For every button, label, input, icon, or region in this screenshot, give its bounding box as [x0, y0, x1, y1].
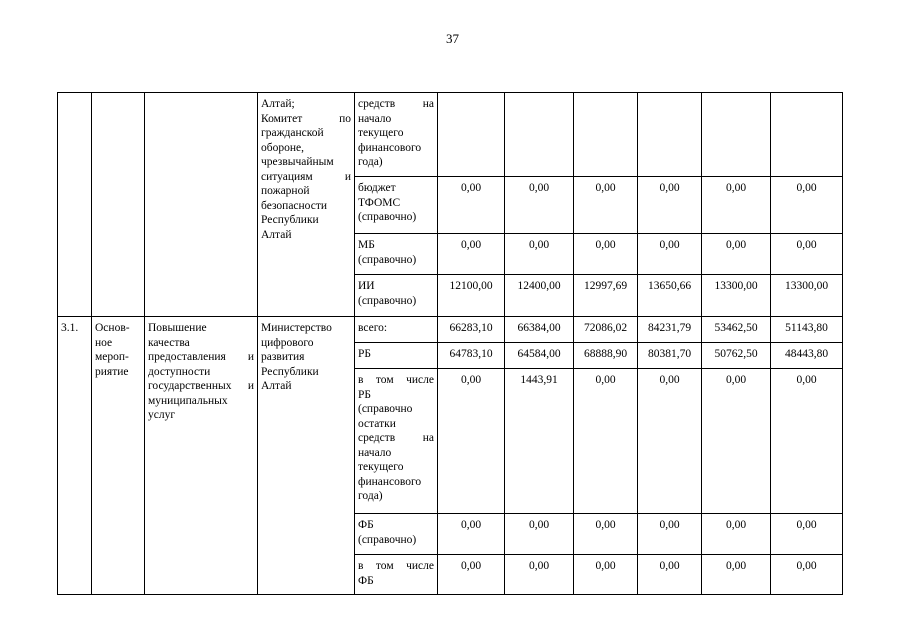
- value-cell: 0,00: [574, 177, 638, 234]
- value-cell: 48443,80: [771, 343, 843, 369]
- funding-table: [57, 92, 843, 595]
- empty-name-cell: [145, 93, 258, 317]
- activity-code-cell: 3.1.: [58, 317, 92, 595]
- value-cell: 0,00: [771, 234, 843, 275]
- source-cell: всего:: [355, 317, 438, 343]
- value-cell: 13300,00: [702, 275, 771, 317]
- value-cell: 66283,10: [438, 317, 505, 343]
- value-cell: 0,00: [505, 234, 574, 275]
- value-cell: 68888,90: [574, 343, 638, 369]
- value-cell: 0,00: [638, 555, 702, 595]
- value-cell: 0,00: [438, 177, 505, 234]
- value-cell: 12400,00: [505, 275, 574, 317]
- value-cell: 64584,00: [505, 343, 574, 369]
- value-cell: 0,00: [702, 369, 771, 514]
- activity-executor-cell: Министерство цифрового развития Республики Алтай: [258, 317, 355, 595]
- value-cell: 84231,79: [638, 317, 702, 343]
- table-row: [58, 93, 843, 177]
- value-cell: 0,00: [574, 369, 638, 514]
- value-cell: 0,00: [574, 514, 638, 555]
- value-cell: 0,00: [574, 555, 638, 595]
- value-cell: 0,00: [438, 555, 505, 595]
- value-cell: 0,00: [505, 514, 574, 555]
- value-cell: 0,00: [638, 514, 702, 555]
- value-cell: [574, 93, 638, 177]
- source-cell: ИИ (справочно): [355, 275, 438, 317]
- value-cell: 0,00: [438, 234, 505, 275]
- source-cell: в том числе ФБ: [355, 555, 438, 595]
- value-cell: 0,00: [638, 177, 702, 234]
- value-cell: [505, 93, 574, 177]
- empty-code-cell: [58, 93, 92, 317]
- value-cell: 13300,00: [771, 275, 843, 317]
- value-cell: [771, 93, 843, 177]
- source-cell: РБ: [355, 343, 438, 369]
- table-row: [58, 317, 843, 343]
- value-cell: 0,00: [638, 234, 702, 275]
- activity-name-cell: Повышение качества предоставления и доступности государственных и муниципальных услуг: [145, 317, 258, 595]
- value-cell: 0,00: [638, 369, 702, 514]
- value-cell: 0,00: [702, 514, 771, 555]
- value-cell: 12100,00: [438, 275, 505, 317]
- source-cell: ФБ (справочно): [355, 514, 438, 555]
- source-cell: средств на начало текущего финансового года): [355, 93, 438, 177]
- value-cell: 0,00: [771, 177, 843, 234]
- value-cell: 51143,80: [771, 317, 843, 343]
- value-cell: 0,00: [771, 369, 843, 514]
- value-cell: 0,00: [505, 555, 574, 595]
- source-cell: в том числе РБ (справочно остатки средств на начало текущего финансового года): [355, 369, 438, 514]
- value-cell: 13650,66: [638, 275, 702, 317]
- value-cell: 1443,91: [505, 369, 574, 514]
- value-cell: 0,00: [771, 555, 843, 595]
- value-cell: 66384,00: [505, 317, 574, 343]
- value-cell: [638, 93, 702, 177]
- value-cell: 0,00: [438, 369, 505, 514]
- source-cell: бюджет ТФОМС (справочно): [355, 177, 438, 234]
- value-cell: 50762,50: [702, 343, 771, 369]
- source-cell: МБ (справочно): [355, 234, 438, 275]
- value-cell: [438, 93, 505, 177]
- value-cell: 0,00: [702, 177, 771, 234]
- page-number: 37: [446, 31, 459, 46]
- value-cell: 0,00: [574, 234, 638, 275]
- activity-type-cell: Основ- ное мероп- риятие: [92, 317, 145, 595]
- value-cell: 53462,50: [702, 317, 771, 343]
- value-cell: 0,00: [771, 514, 843, 555]
- value-cell: 0,00: [438, 514, 505, 555]
- executor-cell: Алтай; Комитет по гражданской обороне, чрезвычайным ситуациям и пожарной безопасности Республики Алтай: [258, 93, 355, 317]
- value-cell: 64783,10: [438, 343, 505, 369]
- value-cell: 80381,70: [638, 343, 702, 369]
- value-cell: 72086,02: [574, 317, 638, 343]
- value-cell: 0,00: [505, 177, 574, 234]
- value-cell: 12997,69: [574, 275, 638, 317]
- value-cell: 0,00: [702, 555, 771, 595]
- value-cell: 0,00: [702, 234, 771, 275]
- empty-type-cell: [92, 93, 145, 317]
- value-cell: [702, 93, 771, 177]
